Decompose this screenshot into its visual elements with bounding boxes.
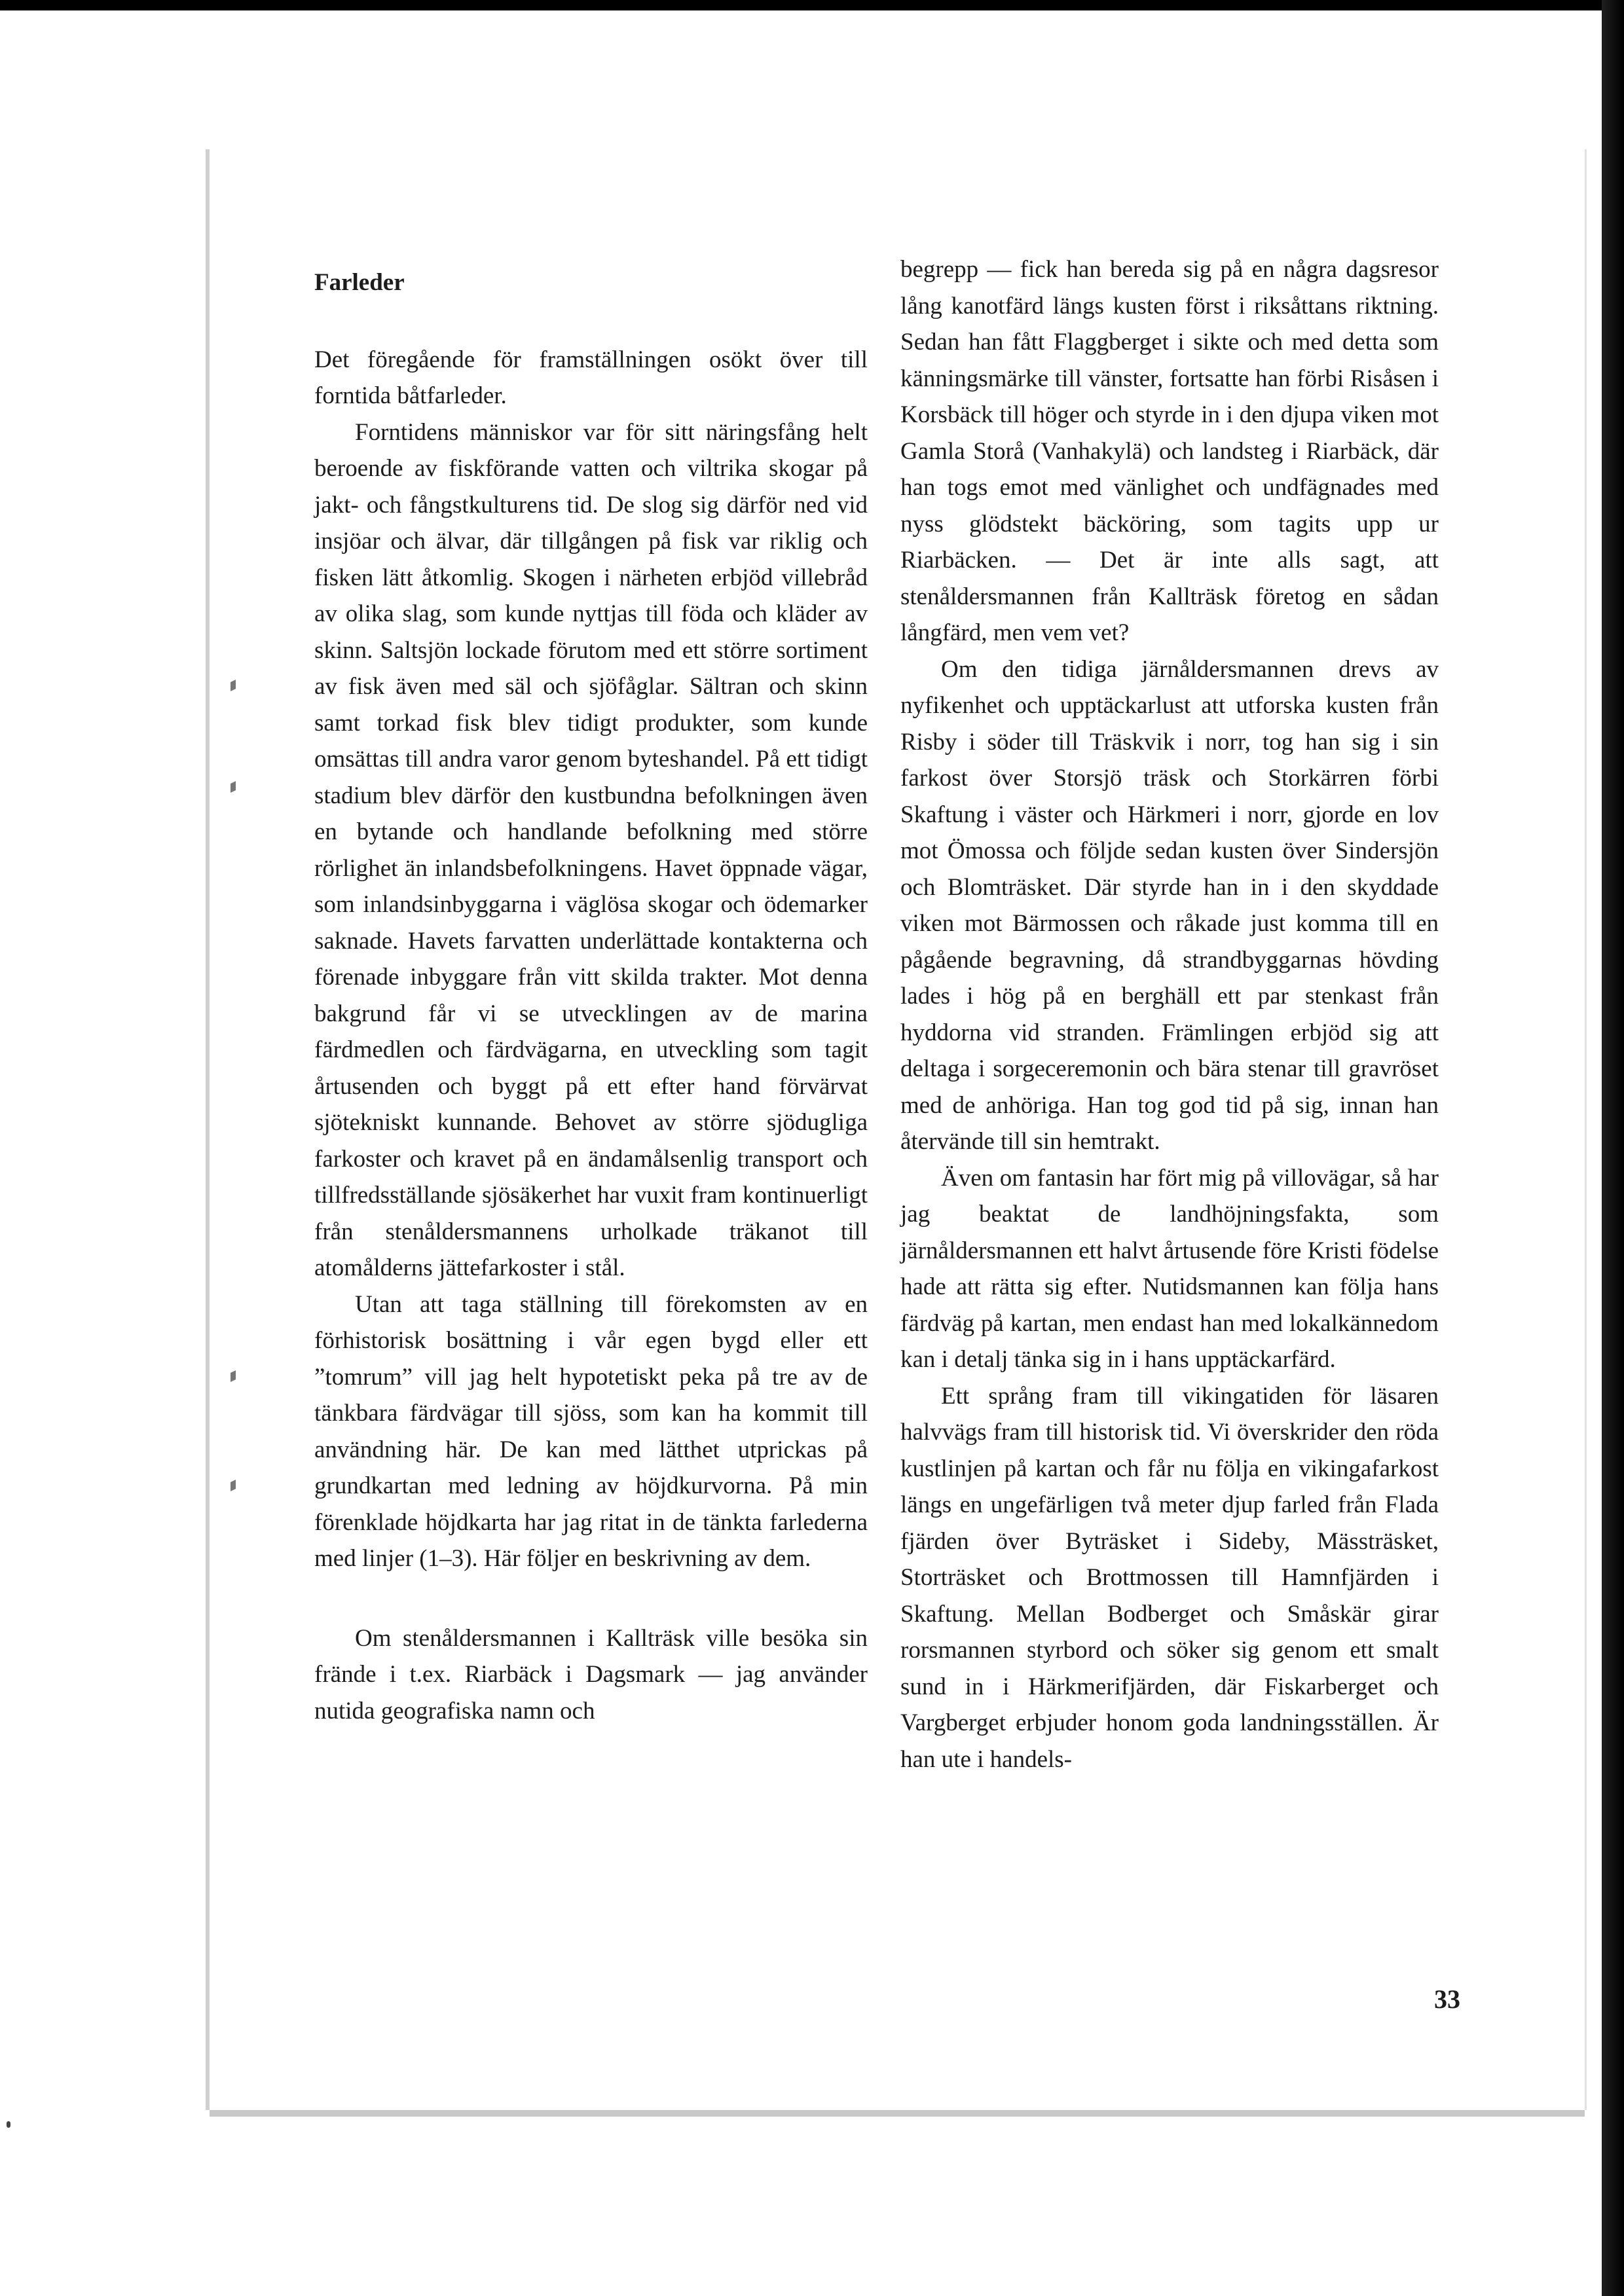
page-number: 33 — [1434, 1984, 1460, 2014]
scan-top-edge — [0, 0, 1624, 10]
paragraph: Forntidens människor var för sitt näringsfång helt beroende av fiskförande vatten och viltrika skogar på jakt- och fångstkulturens tid. De slog sig därför ned vid insjöar och älvar, där tillgången på fisk var riklig och fisken lätt åtkomlig. Skogen i närheten erbjöd villebråd av olika slag, som kunde nyttjas till föda och kläder av skinn. Saltsjön lockade förutom med ett större sortiment av fisk även med säl och sjöfåglar. Sältran och skinn samt torkad fisk blev tidigt produkter, som kunde omsättas till andra varor genom byteshandel. På ett tidigt stadium blev därför den kustbundna befolkningen även en bytande och handlande befolkning med större rörlighet än inlandsbefolkningens. Havet öppnade vägar, som inlandsinbyggarna i väglösa skogar och ödemarker saknade. Havets farvatten underlättade kontakterna och förenade inbyggare från vitt skilda trakter. Mot denna bakgrund får vi se utvecklingen av de marina färdmedlen och färdvägarna, en utveckling som tagit årtusenden och byggt på ett efter hand förvärvat sjötekniskt kunnande. Behovet av större sjödugliga farkoster och kravet på en ändamålsenlig transport och tillfredsställande sjösäkerhet har vuxit fram kontinuerligt från stenåldersmannens urholkade träkanot till atomålderns jättefarkoster i stål. — [314, 418, 868, 1281]
paragraph: begrepp — fick han bereda sig på en några dagsresor lång kanotfärd längs kusten först i riksåttans riktning. Sedan han fått Flaggberget i sikte och med detta som känningsmärke till vänster, fortsatte han förbi Risåsen i Korsbäck till höger och styrde in i den djupa viken mot Gamla Storå (Vanhakylä) och landsteg i Riarbäck, där han togs emot med vänlighet och undfägnades med nyss glödstekt bäcköring, som tagits upp ur Riarbäcken. — Det är inte alls sagt, att stenåldersmannen från Kallträsk företog en sådan långfärd, men vem vet? — [900, 256, 1439, 646]
section-heading: Farleder — [314, 269, 405, 296]
paragraph: Även om fantasin har fört mig på villovägar, så har jag beaktat de landhöjningsfakta, som järnåldersmannen ett halvt årtusende före Kristi födelse hade att rätta sig efter. Nutidsmannen kan följa hans färdväg på kartan, men endast han med lokalkännedom kan i detalj tänka sig in i hans upptäckarfärd. — [900, 1164, 1439, 1373]
paragraph: Om den tidiga järnåldersmannen drevs av nyfikenhet och upptäckarlust att utforska kusten från Risby i söder till Träskvik i norr, tog han sig i sin farkost över Storsjö träsk och Storkärren förbi Skaftung i väster och Härkmeri i norr, gjorde en lov mot Ömossa och följde sedan kusten över Sindersjön och Blomträsket. Där styrde han in i den skyddade viken mot Bärmossen och råkade just komma till en pågående begravning, då strandbyggarnas hövding lades i hög på en berghäll ett par stenkast från hyddorna vid stranden. Främlingen erbjöd sig att deltaga i sorgeceremonin och bära stenar till gravröset med de anhöriga. Han tog god tid på sig, innan han återvände till sin hemtrakt. — [900, 655, 1439, 1155]
scan-right-edge — [1602, 0, 1624, 2296]
right-column — [900, 251, 1439, 1777]
paragraph: Det föregående för framställningen osökt över till forntida båtfarleder. — [314, 346, 868, 409]
scan-speck — [7, 2121, 10, 2128]
paragraph: Utan att taga ställning till förekomsten av en förhistorisk bosättning i vår egen bygd eller ett ”tomrum” vill jag helt hypotetiskt peka på tre av de tänkbara färdvägar till sjöss, som kan ha kommit till användning här. De kan med lätthet utprickas på grundkartan med ledning av höjdkurvorna. På min förenklade höjdkarta har jag ritat in de tänkta farlederna med linjer (1–3). Här följer en beskrivning av dem. — [314, 1290, 868, 1572]
paragraph: Ett språng fram till vikingatiden för läsaren halvvägs fram till historisk tid. Vi överskrider den röda kustlinjen på kartan och får nu följa en vikingafarkost längs en ungefärligen två meter djup farled från Flada fjärden över Byträsket i Sideby, Mässträsket, Storträsket och Brottmossen till Hamnfjärden i Skaftung. Mellan Bodberget och Småskär girar rorsmannen styrbord och söker sig genom ett smalt sund in i Härkmerifjärden, där Fiskarberget och Vargberget erbjuder honom goda landningsställen. Är han ute i handels- — [900, 1382, 1439, 1773]
paragraph: Om stenåldersmannen i Kallträsk ville besöka sin frände i t.ex. Riarbäck i Dagsmark — jag använder nutida geografiska namn och — [314, 1624, 868, 1724]
left-column — [314, 264, 868, 1729]
